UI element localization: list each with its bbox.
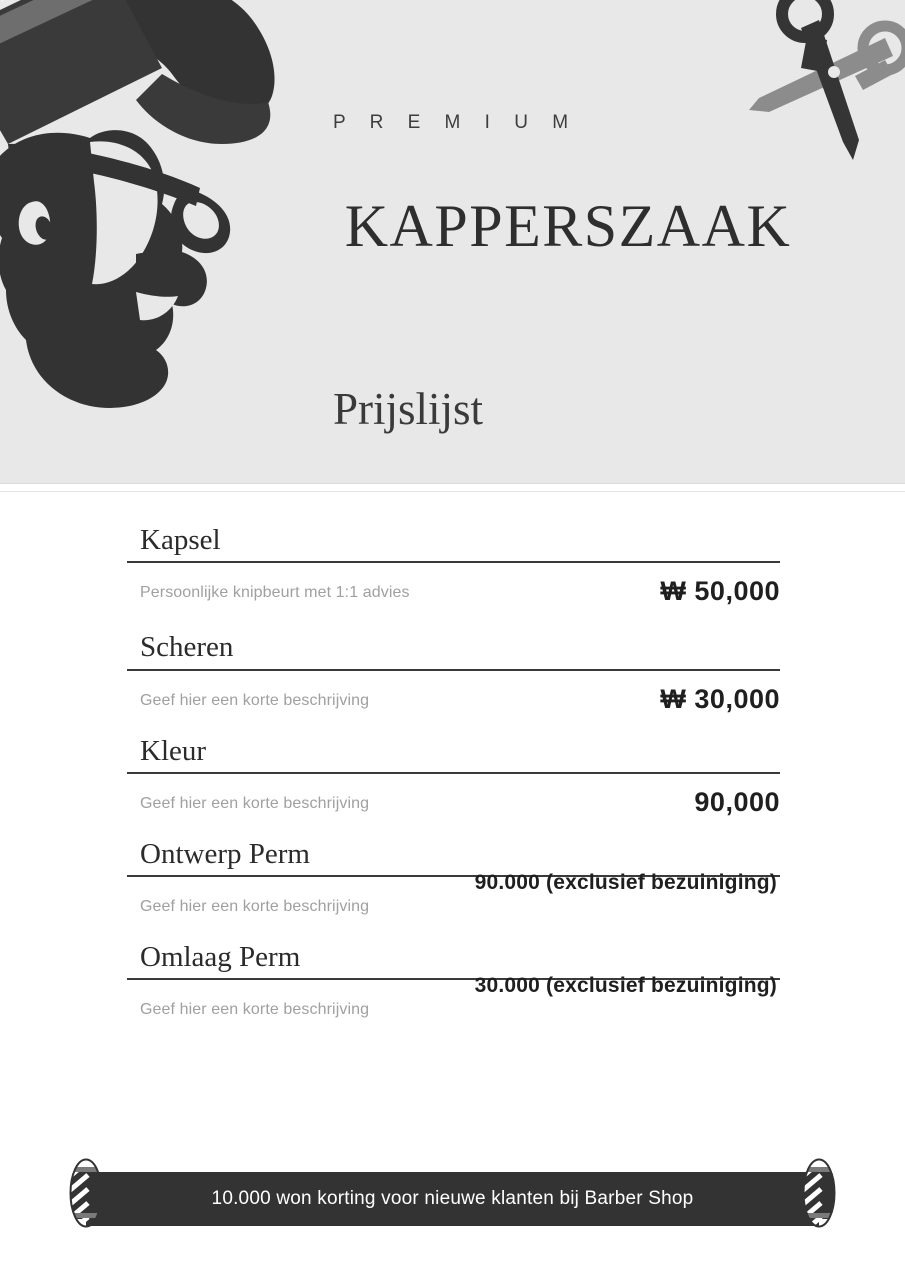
barber-face-illustration xyxy=(0,0,316,422)
service-price: 90.000 (exclusief bezuiniging) xyxy=(474,871,777,894)
service-name: Scheren xyxy=(140,631,234,664)
header-divider xyxy=(0,483,905,492)
barber-pole-icon xyxy=(801,1157,837,1229)
price-row xyxy=(127,733,780,836)
brand-title: KAPPERSZAAK xyxy=(344,193,792,259)
price-row xyxy=(127,836,780,939)
premium-eyebrow: P R E M I U M xyxy=(333,112,578,133)
service-description: Geef hier een korte beschrijving xyxy=(140,691,370,709)
row-body xyxy=(127,563,780,629)
service-name: Omlaag Perm xyxy=(140,941,301,973)
service-price: 90,000 xyxy=(694,786,780,817)
row-body xyxy=(127,774,780,836)
barber-pole-icon xyxy=(68,1157,104,1229)
service-description: Geef hier een korte beschrijving xyxy=(140,794,370,812)
poster-footer xyxy=(0,1166,905,1232)
service-price: ₩ 50,000 xyxy=(660,576,780,607)
row-body xyxy=(127,974,780,1042)
page-subtitle: Prijslijst xyxy=(333,384,484,434)
price-list xyxy=(127,522,780,1042)
service-price: ₩ 30,000 xyxy=(660,683,780,714)
header-text-block xyxy=(333,0,803,483)
promo-banner xyxy=(86,1172,819,1226)
row-body xyxy=(127,671,780,733)
price-row xyxy=(127,629,780,732)
service-description: Geef hier een korte beschrijving xyxy=(140,898,370,915)
price-row xyxy=(127,522,780,629)
service-name: Ontwerp Perm xyxy=(140,837,310,870)
price-row xyxy=(127,939,780,1042)
poster-header xyxy=(0,0,905,483)
service-description: Geef hier een korte beschrijving xyxy=(140,1001,370,1019)
service-name: Kapsel xyxy=(140,524,221,556)
service-name: Kleur xyxy=(140,734,207,767)
service-description: Persoonlijke knipbeurt met 1:1 advies xyxy=(140,584,410,602)
promo-message: 10.000 won korting voor nieuwe klanten bij Barber Shop xyxy=(211,1188,694,1209)
service-price: 30.000 (exclusief bezuiniging) xyxy=(474,974,777,998)
row-body xyxy=(127,871,780,939)
